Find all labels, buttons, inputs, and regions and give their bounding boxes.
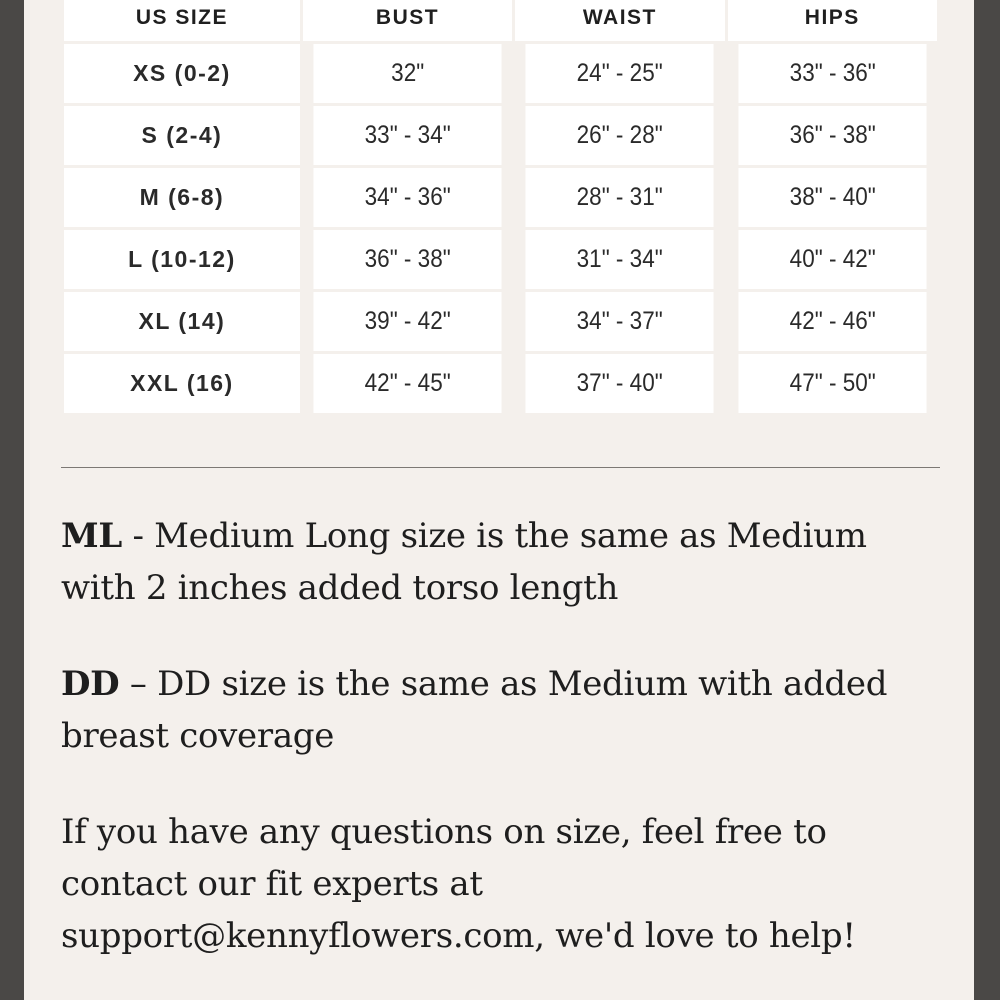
waist-cell: 28" - 31" bbox=[526, 168, 714, 227]
table-row bbox=[64, 106, 937, 165]
size-cell: XL (14) bbox=[64, 292, 300, 351]
hips-cell: 47" - 50" bbox=[738, 354, 926, 413]
waist-cell: 31" - 34" bbox=[526, 230, 714, 289]
bust-cell: 36" - 38" bbox=[313, 230, 501, 289]
contact-note: If you have any questions on size, feel free to contact our fit experts at support@kennyflowers.com, we'd love to help! bbox=[61, 812, 856, 956]
bust-cell: 33" - 34" bbox=[313, 106, 501, 165]
header-waist: WAIST bbox=[515, 0, 724, 41]
waist-cell: 34" - 37" bbox=[526, 292, 714, 351]
dd-note bbox=[61, 658, 941, 762]
size-cell: M (6-8) bbox=[64, 168, 300, 227]
ml-term: ML bbox=[61, 516, 122, 556]
table-row bbox=[64, 292, 937, 351]
hips-cell: 38" - 40" bbox=[738, 168, 926, 227]
waist-cell: 26" - 28" bbox=[526, 106, 714, 165]
header-us-size: US SIZE bbox=[64, 0, 300, 41]
size-cell: XXL (16) bbox=[64, 354, 300, 413]
dd-term: DD bbox=[61, 664, 120, 704]
hips-cell: 40" - 42" bbox=[738, 230, 926, 289]
header-hips: HIPS bbox=[728, 0, 937, 41]
header-bust: BUST bbox=[303, 0, 512, 41]
waist-cell: 24" - 25" bbox=[526, 44, 714, 103]
table-header-row bbox=[64, 0, 937, 41]
table-row bbox=[64, 44, 937, 103]
bust-cell: 42" - 45" bbox=[313, 354, 501, 413]
dd-description: – DD size is the same as Medium with added breast coverage bbox=[61, 664, 888, 756]
ml-note bbox=[61, 510, 941, 614]
hips-cell: 33" - 36" bbox=[738, 44, 926, 103]
table-row bbox=[64, 230, 937, 289]
size-guide-panel bbox=[24, 0, 974, 1000]
hips-cell: 36" - 38" bbox=[738, 106, 926, 165]
size-cell: S (2-4) bbox=[64, 106, 300, 165]
waist-cell: 37" - 40" bbox=[526, 354, 714, 413]
section-divider bbox=[61, 467, 940, 468]
bust-cell: 32" bbox=[313, 44, 501, 103]
size-chart-table bbox=[61, 0, 940, 416]
bust-cell: 34" - 36" bbox=[313, 168, 501, 227]
table-row bbox=[64, 168, 937, 227]
size-cell: XS (0-2) bbox=[64, 44, 300, 103]
ml-description: - Medium Long size is the same as Medium with 2 inches added torso length bbox=[61, 516, 867, 608]
size-cell: L (10-12) bbox=[64, 230, 300, 289]
bust-cell: 39" - 42" bbox=[313, 292, 501, 351]
table-row bbox=[64, 354, 937, 413]
hips-cell: 42" - 46" bbox=[738, 292, 926, 351]
